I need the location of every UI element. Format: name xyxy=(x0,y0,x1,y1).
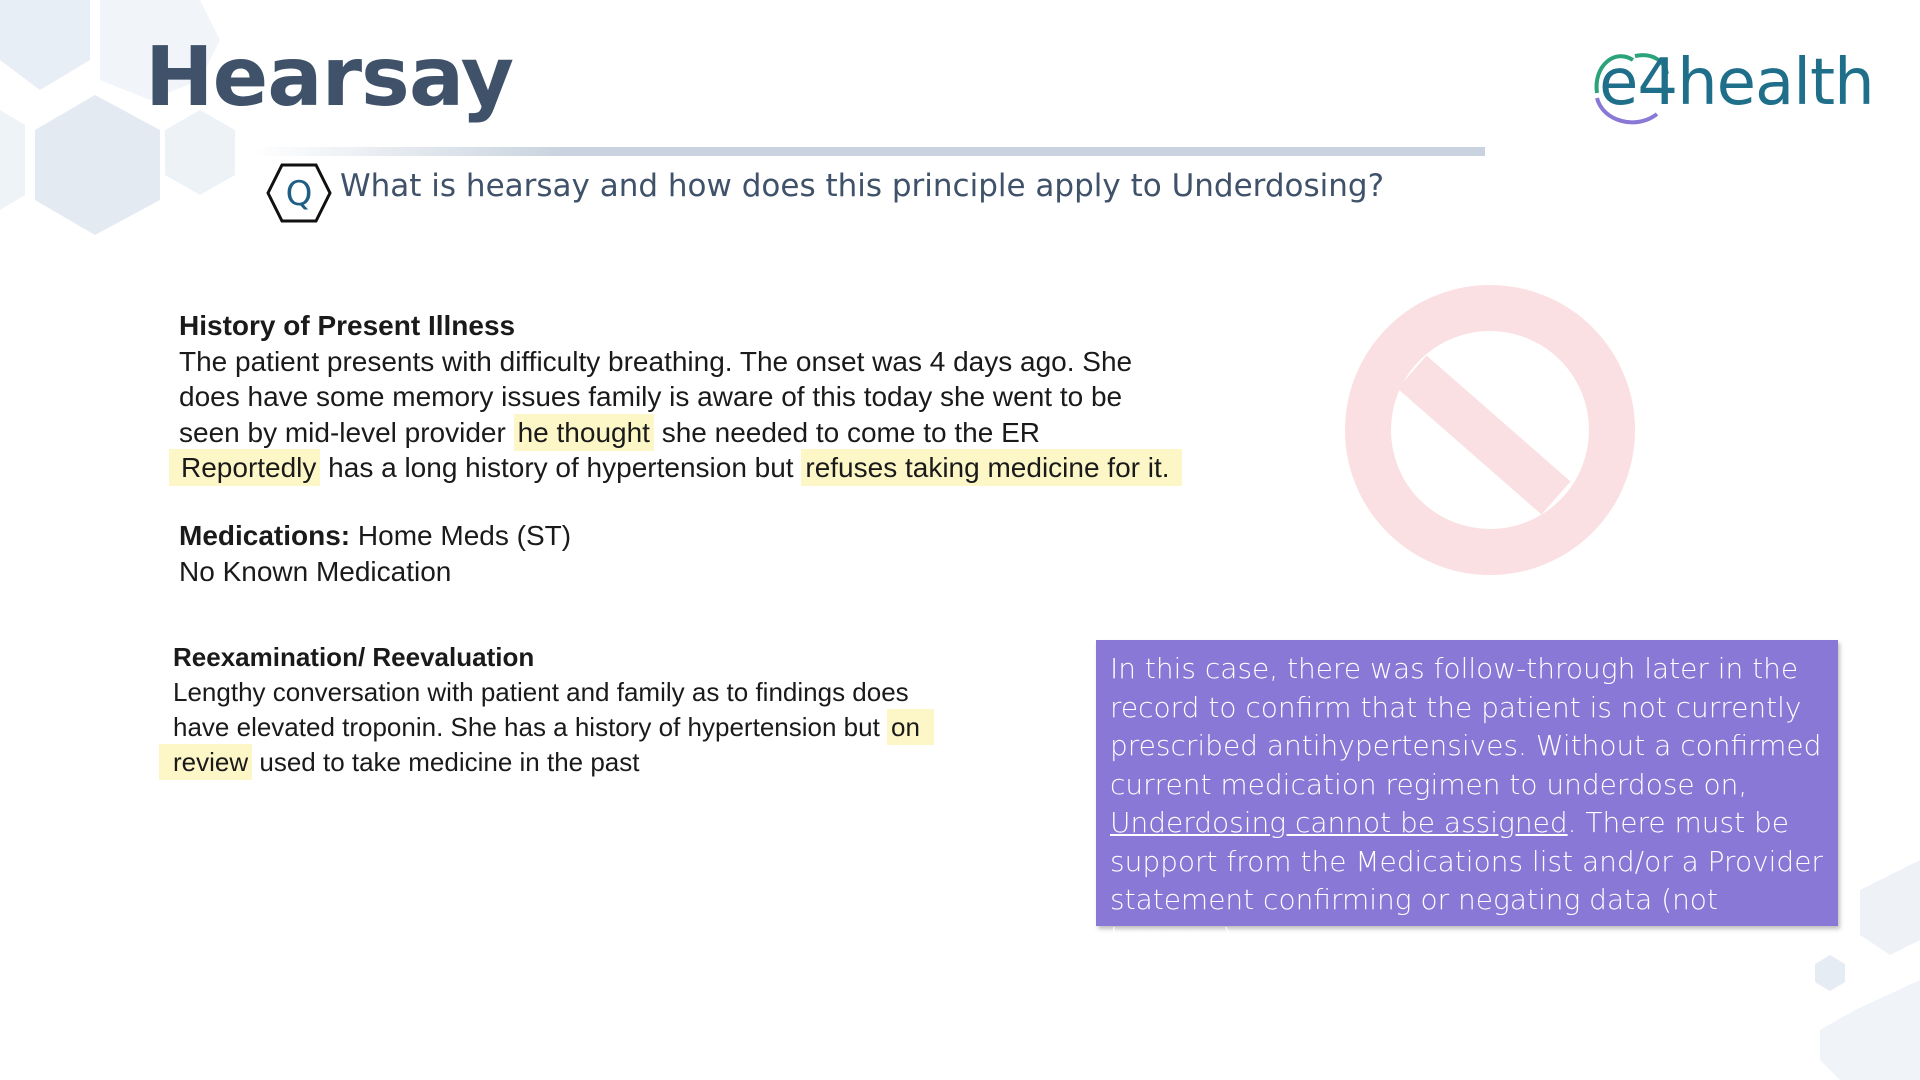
reexamination-heading: Reexamination/ Reevaluation xyxy=(173,642,535,672)
hpi-line: The patient presents with difficulty breathing. The onset was 4 days ago. She xyxy=(179,345,1133,377)
hpi-heading: History of Present Illness xyxy=(179,310,516,341)
hpi-line xyxy=(169,450,1229,486)
reexamination-text: have elevated troponin. She has a history of hypertension but xyxy=(173,712,888,742)
logo-text: e4health xyxy=(1599,46,1874,120)
hpi-section xyxy=(179,308,1229,486)
reexamination-section xyxy=(173,640,1053,780)
q-badge-letter: Q xyxy=(285,174,313,214)
hpi-text: she needed to come to the ER xyxy=(653,416,1040,448)
reexamination-line: Lengthy conversation with patient and family as to findings does xyxy=(173,677,909,707)
hpi-line: does have some memory issues family is aware of this today she went to be xyxy=(179,381,1123,412)
callout-text: . There must be support from the Medications list and/or a Provider statement confirming or negating data (not hearsay). xyxy=(1110,806,1823,955)
question-text: What is hearsay and how does this principle apply to Underdosing? xyxy=(340,168,1385,204)
hearsay-highlight: on xyxy=(887,709,934,745)
title-divider xyxy=(252,147,1485,156)
e4health-logo xyxy=(1585,38,1874,138)
hearsay-highlight: refuses taking medicine for it. xyxy=(801,449,1181,486)
callout-underlined-text: Underdosing cannot be assigned xyxy=(1110,806,1568,839)
hpi-line xyxy=(179,415,1229,451)
hearsay-highlight: he thought xyxy=(514,414,654,451)
hpi-text: seen by mid-level provider xyxy=(179,416,514,448)
slide-title: Hearsay xyxy=(145,30,514,125)
medications-line: No Known Medication xyxy=(179,555,452,587)
hearsay-highlight: Reportedly xyxy=(169,449,320,486)
reexamination-line xyxy=(159,745,1053,780)
medications-section xyxy=(179,518,571,589)
hexagon-q-icon xyxy=(266,162,332,224)
medications-value: Home Meds (ST) xyxy=(350,520,572,551)
medications-line xyxy=(179,518,571,554)
prohibition-sign-icon xyxy=(1340,280,1640,580)
medications-label: Medications: xyxy=(179,520,351,551)
reexamination-line xyxy=(173,710,1053,745)
callout-text: In this case, there was follow-through later in the record to confirm that the patient is not currently prescribed antihypertensives. Without a confirmed current medication regimen to underdose on, xyxy=(1110,652,1822,801)
hpi-text: has a long history of hypertension but xyxy=(320,452,802,483)
hearsay-highlight: review xyxy=(159,744,252,780)
reexamination-text: used to take medicine in the past xyxy=(252,747,640,777)
explanation-callout xyxy=(1096,640,1838,955)
